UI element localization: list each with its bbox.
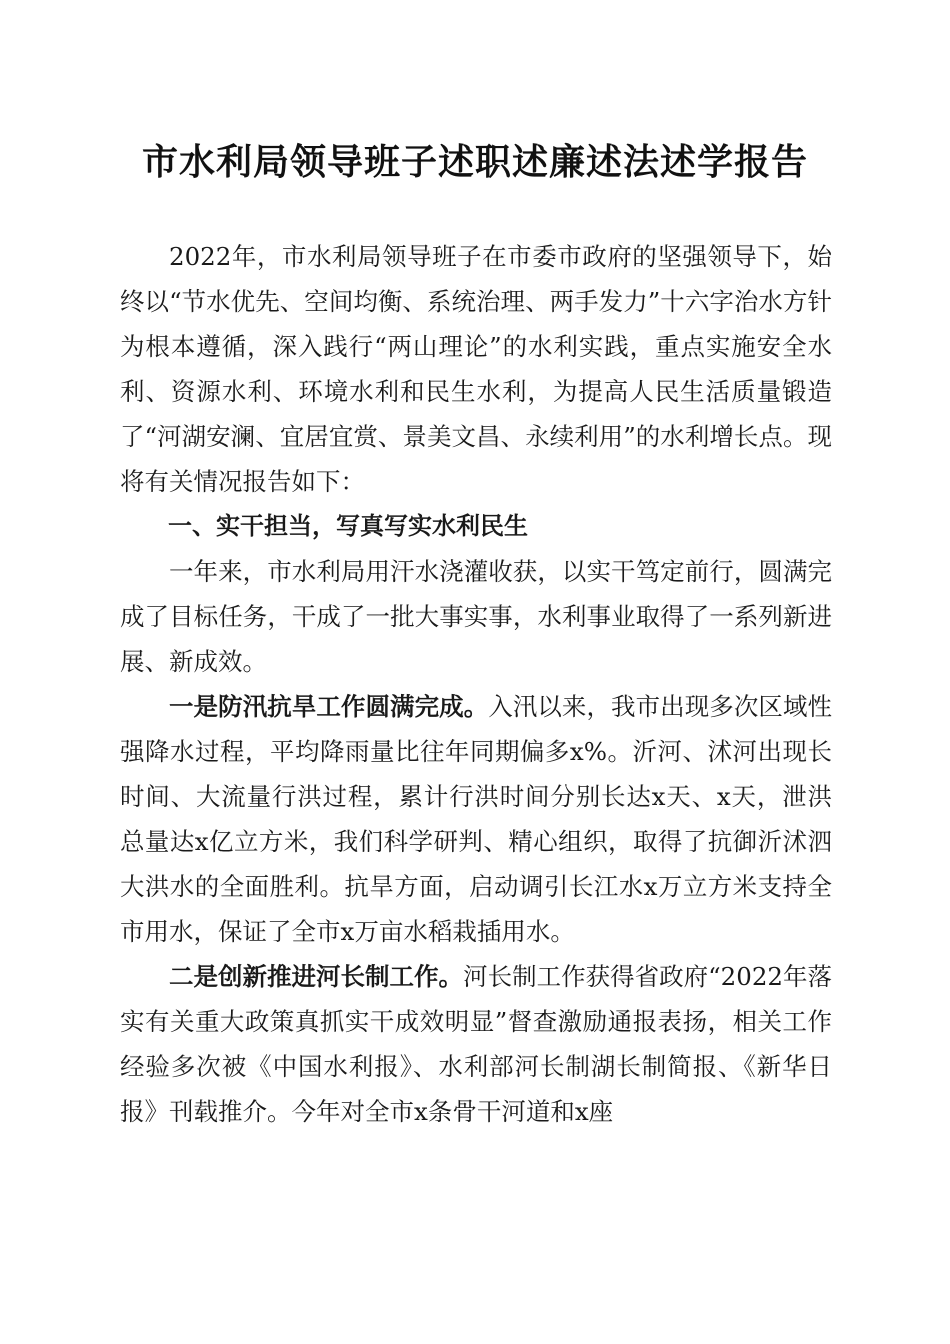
document-body — [120, 234, 832, 1134]
flood-control-lead: 一是防汛抗旱工作圆满完成。 — [169, 692, 489, 721]
river-chief-paragraph — [120, 954, 832, 1134]
river-chief-lead: 二是创新推进河长制工作。 — [169, 962, 464, 991]
intro-paragraph: 2022年，市水利局领导班子在市委市政府的坚强领导下，始终以“节水优先、空间均衡、系统治理、两手发力”十六字治水方针为根本遵循，深入践行“两山理论”的水利实践，重点实施安全水利、资源水利、环境水利和民生水利，为提高人民生活质量锻造了“河湖安澜、宜居宜赏、景美文昌、永续利用”的水利增长点。现将有关情况报告如下： — [120, 242, 832, 496]
flood-control-paragraph — [120, 684, 832, 954]
section-heading: 一、实干担当，写真写实水利民生 — [168, 512, 528, 540]
section-intro-paragraph: 一年来，市水利局用汗水浇灌收获，以实干笃定前行，圆满完成了目标任务，干成了一批大事实事，水利事业取得了一系列新进展、新成效。 — [120, 557, 832, 676]
document-title: 市水利局领导班子述职述廉述法述学报告 — [141, 141, 808, 183]
river-chief-text: 河长制工作获得省政府“2022年落实有关重大政策真抓实干成效明显”督查激励通报表扬，相关工作经验多次被《中国水利报》、水利部河长制湖长制简报、《新华日报》刊载推介。今年对全市x条骨干河道和x座 — [120, 962, 832, 1126]
flood-control-text: 入汛以来，我市出现多次区域性强降水过程，平均降雨量比往年同期偏多x%。沂河、沭河出现长时间、大流量行洪过程，累计行洪时间分别长达x天、x天，泄洪总量达x亿立方米，我们科学研判、精心组织，取得了抗御沂沭泗大洪水的全面胜利。抗旱方面，启动调引长江水x万立方米支持全市用水，保证了全市x万亩水稻栽插用水。 — [120, 692, 832, 946]
